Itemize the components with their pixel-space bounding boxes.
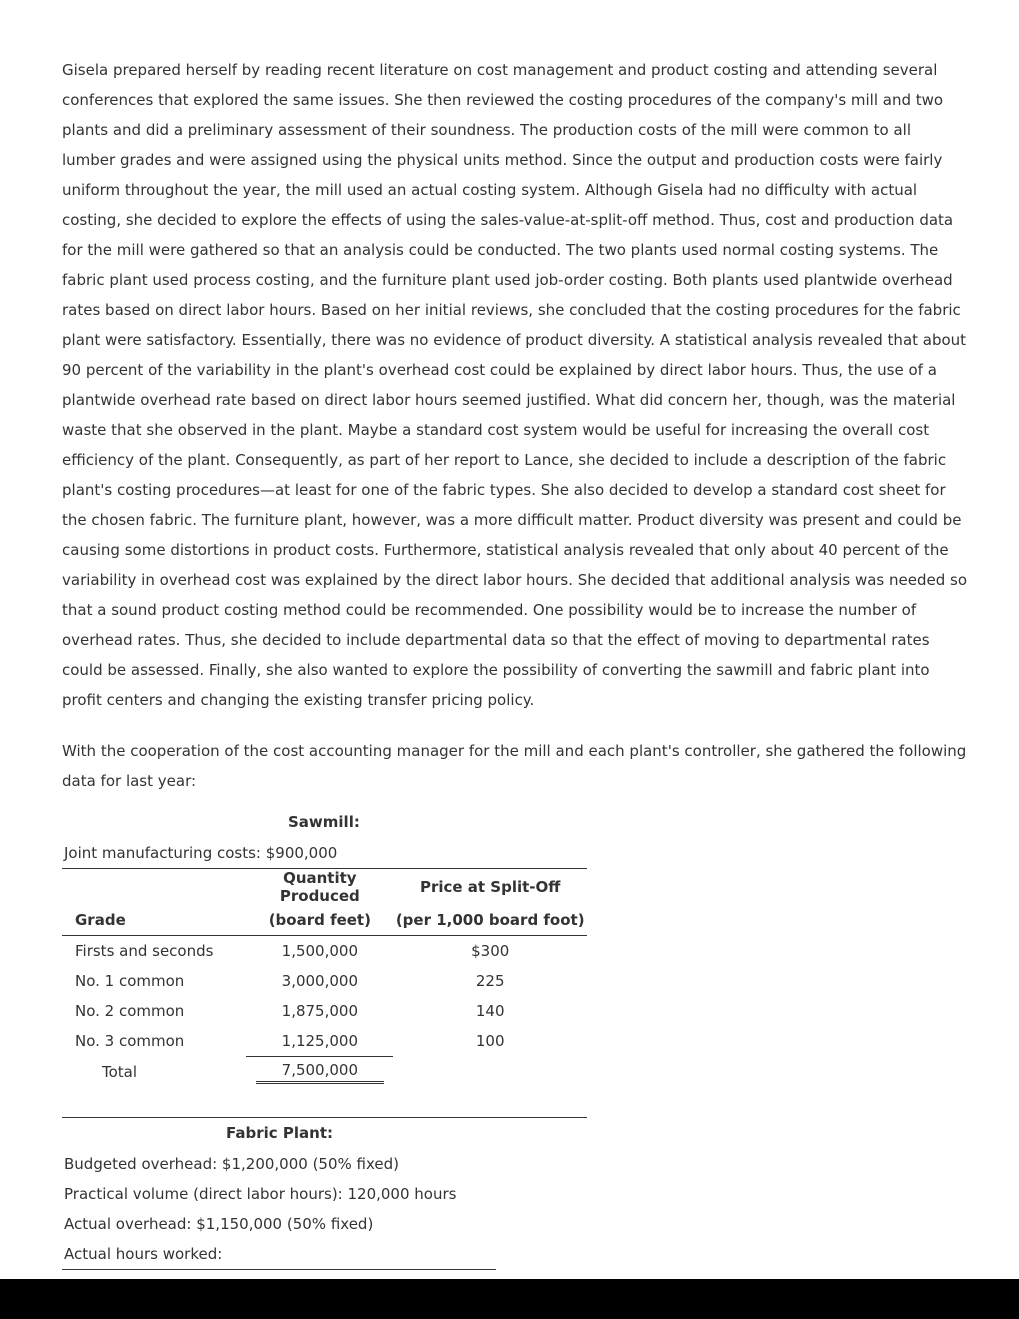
fabric-plant-title: Fabric Plant: [226,1124,333,1142]
fabric-plant-details [64,1149,456,1269]
qty-header-line1: Quantity Produced [279,869,360,905]
table-row: No. 3 common 1,125,000 100 [62,1026,587,1057]
practical-volume: Practical volume (direct labor hours): 120,000 hours [64,1185,457,1203]
total-label: Total [102,1062,138,1081]
total-qty: 7,500,000 [256,1061,384,1084]
data-intro-paragraph: With the cooperation of the cost accounting manager for the mill and each plant's controller, she gathered the following data for last year: [62,742,967,790]
table-row: Firsts and seconds 1,500,000 $300 [75,942,510,960]
sawmill-table [62,868,587,1087]
qty-header-line2: (board feet) [246,905,393,936]
price-header-line2: (per 1,000 board foot) [393,905,587,936]
table-row: No. 2 common 1,875,000 140 [75,1002,505,1020]
intro-paragraph: Gisela prepared herself by reading recent literature on cost management and product costing and attending several conferences that explored the same issues. She then reviewed the costing procedures of the company's mill and two plants and did a preliminary assessment of their soundness. The production costs of the mill were common to all lumber grades and were assigned using the physical units method. Since the output and production costs were fairly uniform throughout the year, the mill used an actual costing system. Although Gisela had no difficulty with actual costing, she decided to explore the effects of using the sales-value-at-split-off method. Thus, cost and production data for the mill were gathered so that an analysis could be conducted. The two plants used normal costing systems. The fabric plant used process costing, and the furniture plant used job-order costing. Both plants used plantwide overhead rates based on direct labor hours. Based on her initial reviews, she concluded that the costing procedures for the fabric plant were satisfactory. Essentially, there was no evidence of product diversity. A statistical analysis revealed that about 90 percent of the variability in the plant's overhead cost could be explained by direct labor hours. Thus, the use of a plantwide overhead rate based on direct labor hours seemed justified. What did concern her, though, was the material waste that she observed in the plant. Maybe a standard cost system would be useful for increasing the overall cost efficiency of the plant. Consequently, as part of her report to Lance, she decided to include a description of the fabric plant's costing procedures—at least for one of the fabric types. She also decided to develop a standard cost sheet for the chosen fabric. The furniture plant, however, was a more difficult matter. Product diversity was present and could be causing some distortions in product costs. Furthermore, statistical analysis revealed that only about 40 percent of the variability in overhead cost was explained by the direct labor hours. She decided that additional analysis was needed so that a sound product costing method could be recommended. One possibility would be to increase the number of overhead rates. Thus, she decided to include departmental data so that the effect of moving to departmental rates could be assessed. Finally, she also wanted to explore the possibility of converting the sawmill and fabric plant into profit centers and changing the existing transfer pricing policy. [62,61,968,709]
divider [62,1269,496,1270]
price-header-line1: Price at Split-Off [419,878,561,896]
total-row [62,1057,587,1088]
document-content: Gisela prepared herself by reading recent literature on cost management and product costing and attending several conferences that explored the same issues. She then reviewed the costing procedures of the company's mill and two plants and did a preliminary assessment of their soundness. The production costs of the mill were common to all lumber grades and were assigned using the physical units method. Since the output and production costs were fairly uniform throughout the year, the mill used an actual costing system. Although Gisela had no difficulty with actual costing, she decided to explore the effects of using the sales-value-at-split-off method. Thus, cost and production data for the mill were gathered so that an analysis could be conducted. The two plants used normal costing systems. The fabric plant used process costing, and the furniture plant used job-order costing. Both plants used plantwide overhead rates based on direct labor hours. Based on her initial reviews, she concluded that the costing procedures for the fabric plant were satisfactory. Essentially, there was no evidence of product diversity. A statistical analysis revealed that about 90 percent of the variability in the plant's overhead cost could be explained by direct labor hours. Thus, the use of a plantwide overhead rate based on direct labor hours seemed justified. What did concern her, though, was the material waste that she observed in the plant. Maybe a standard cost system would be useful for increasing the overall cost efficiency of the plant. Consequently, as part of her report to Lance, she decided to include a description of the fabric plant's costing procedures—at least for one of the fabric types. She also decided to develop a standard cost sheet for the chosen fabric. The furniture plant, however, was a more difficult matter. Product diversity was present and could be causing some distortions in product costs. Furthermore, statistical analysis revealed that only about 40 percent of the variability in overhead cost was explained by the direct labor hours. She decided that additional analysis was needed so that a sound product costing method could be recommended. One possibility would be to increase the number of overhead rates. Thus, she decided to include departmental data so that the effect of moving to departmental rates could be assessed. Finally, she also wanted to explore the possibility of converting the sawmill and fabric plant into profit centers and changing the existing transfer pricing policy. With the cooperation of the cost accounting manager for the mill and each plant's controller, she gathered the following data for last year: Sawmill: Joint manufacturing costs: $900,000 Quantity Produced Price at Split-Off Grade (board feet) (per 1,000 board foot) Firsts and seconds 1,500,000 $300 No. 1 common 3,000,000 225 No. 2 common 1,875,000 140 No. 3 common 1,125,000 100 Total 7,500,000 Fabric Plant: Budgeted overhead: $1,200,000 (50% fixed) Practical volume (direct labor hours): 120,000 hours Actual overhead: $1,150,000 (50% fixed) Actual hours worked: [62,55,967,796]
table-row: No. 1 common 3,000,000 225 [75,972,505,990]
grade-header: Grade [62,905,246,936]
divider [62,1117,587,1118]
bottom-bar [0,1279,1019,1319]
actual-overhead: Actual overhead: $1,150,000 (50% fixed) [64,1215,374,1233]
budgeted-overhead: Budgeted overhead: $1,200,000 (50% fixed) [64,1155,400,1173]
joint-costs: Joint manufacturing costs: $900,000 [64,844,338,862]
actual-hours-worked: Actual hours worked: [64,1245,223,1263]
